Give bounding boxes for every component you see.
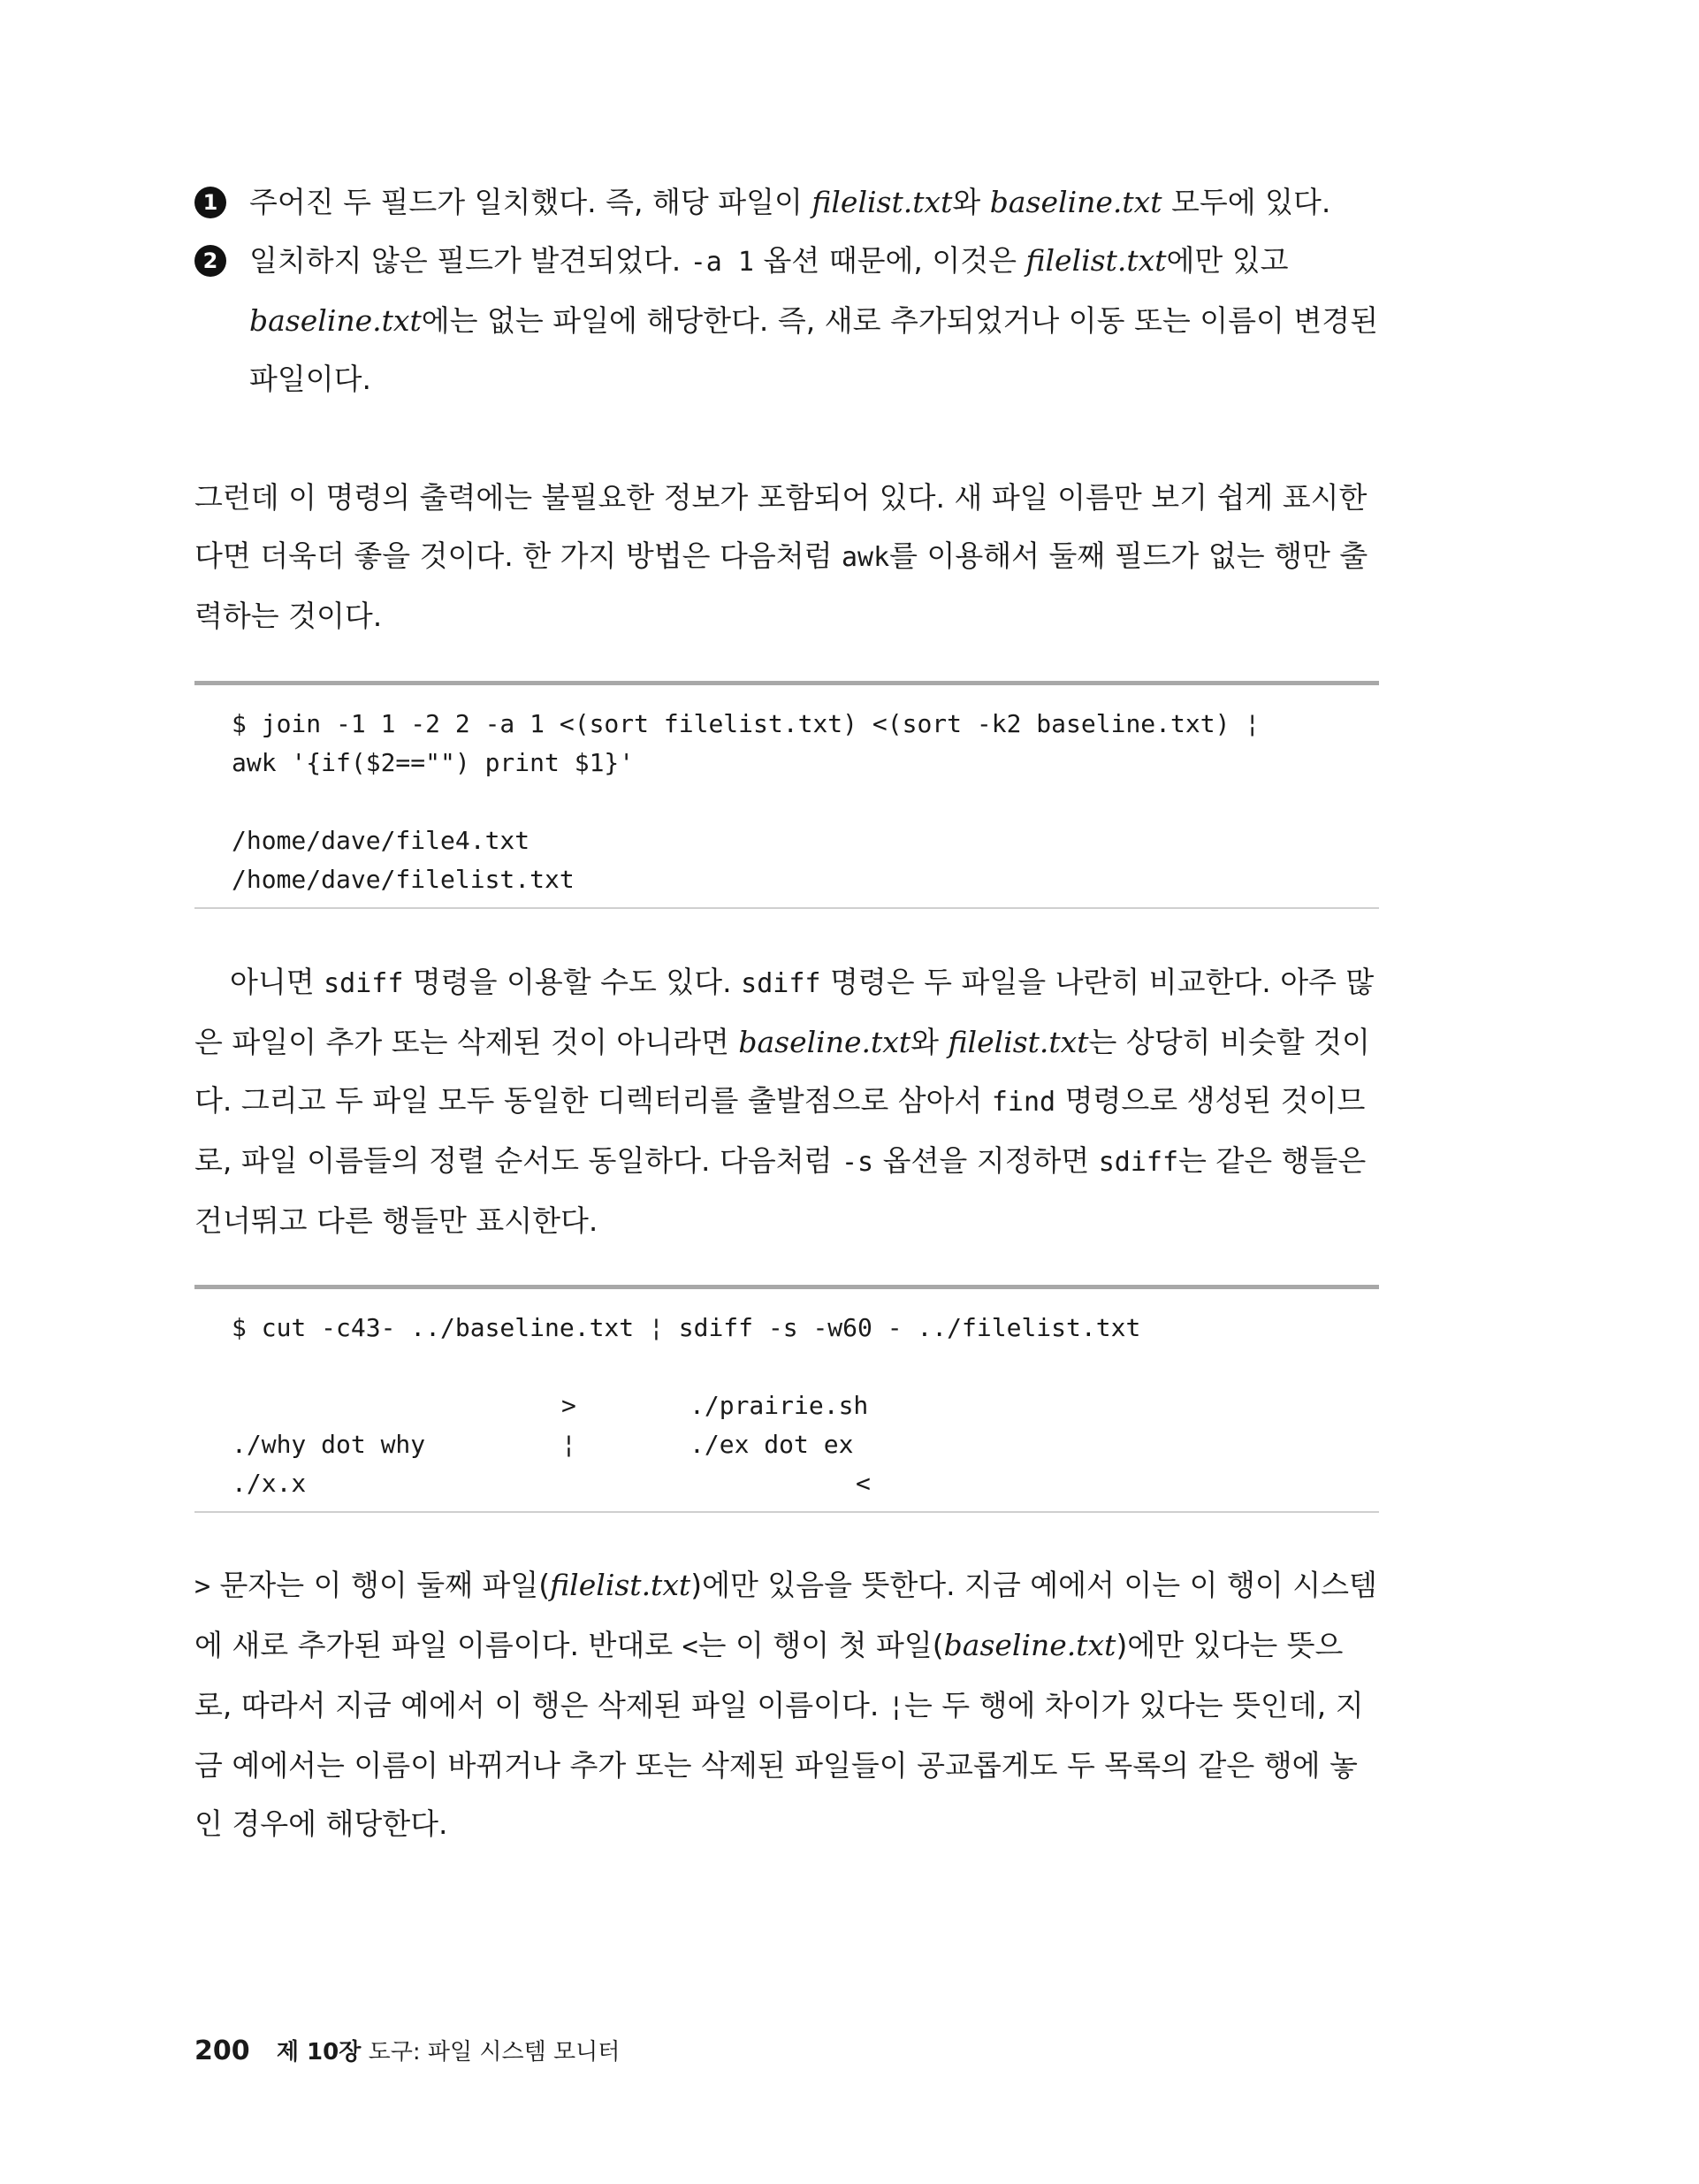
diff-marker: < <box>856 1469 871 1498</box>
code-block-sdiff <box>194 1285 1379 1513</box>
inline-code: sdiff <box>1098 1147 1179 1178</box>
code-block-join <box>194 681 1379 909</box>
diff-right: ./prairie.sh <box>690 1391 869 1420</box>
paragraph-3: > 문자는 이 행이 둘째 파일(filelist.txt)에만 있음을 뜻한다. 지금 예에서 이는 이 행이 시스템에 새로 추가된 파일 이름이다. 반대로 <는 이 행이 첫 파일(baseline.txt)에만 있다는 뜻으로, 따라서 지금 예에서 이 행은 삭제된 파일 이름이다. ¦는 두 행에 차이가 있다는 뜻인데, 지금 예에서는 이름이 바뀌거나 추가 또는 삭제된 파일들이 공교롭게도 두 목록의 같은 행에 놓인 경우에 해당한다. <box>194 1568 1377 1841</box>
filename: baseline.txt <box>249 303 422 338</box>
filename: filelist.txt <box>550 1568 691 1602</box>
number-2-icon: 2 <box>194 245 226 277</box>
filename: filelist.txt <box>948 1025 1089 1059</box>
diff-left: ./why dot why <box>232 1430 426 1459</box>
inline-code: < <box>682 1631 698 1662</box>
diff-left: ./x.x <box>232 1469 307 1498</box>
list-item-2: 2 일치하지 않은 필드가 발견되었다. -a 1 옵션 때문에, 이것은 filelist.txt에만 있고 baseline.txt에는 없는 파일에 해당한다. 즉, 새로 추가되었거나 이동 또는 이름이 변경된 파일이다. <box>194 232 1379 409</box>
option-code: -a 1 <box>690 247 754 278</box>
diff-right: ./ex dot ex <box>690 1430 854 1459</box>
inline-code: ¦ <box>888 1691 904 1722</box>
code-line: /home/dave/filelist.txt <box>232 865 575 894</box>
filename: baseline.txt <box>738 1025 911 1059</box>
code-line: $ join -1 1 -2 2 -a 1 <(sort filelist.txt) <(sort -k2 baseline.txt) ¦ <box>232 709 1261 738</box>
code-line: awk '{if($2=="") print $1}' <box>232 748 635 777</box>
page-footer <box>194 2034 620 2066</box>
page-number: 200 <box>194 2035 250 2066</box>
list-item-1: 1 주어진 두 필드가 일치했다. 즉, 해당 파일이 filelist.txt와 baseline.txt 모두에 있다. <box>194 173 1379 232</box>
inline-code: sdiff <box>324 968 404 999</box>
paragraph-1: 그런데 이 명령의 출력에는 불필요한 정보가 포함되어 있다. 새 파일 이름만 보기 쉽게 표시한다면 더욱더 좋을 것이다. 한 가지 방법은 다음처럼 awk를 이용해서 둘째 필드가 없는 행만 출력하는 것이다. <box>194 480 1368 633</box>
filename: filelist.txt <box>811 185 953 219</box>
numbered-list <box>194 173 1379 409</box>
diff-marker: > <box>561 1391 576 1420</box>
inline-code: awk <box>841 542 890 573</box>
inline-code: find <box>991 1087 1056 1118</box>
code-line: /home/dave/file4.txt <box>232 826 530 855</box>
inline-code: sdiff <box>741 968 821 999</box>
inline-code: -s <box>841 1147 874 1178</box>
filename: filelist.txt <box>1025 243 1167 278</box>
chapter-title: 도구: 파일 시스템 모니터 <box>368 2039 621 2066</box>
paragraph-2: 아니면 sdiff 명령을 이용할 수도 있다. sdiff 명령은 두 파일을 나란히 비교한다. 아주 많은 파일이 추가 또는 삭제된 것이 아니라면 baseline.txt와 filelist.txt는 상당히 비슷할 것이다. 그리고 두 파일 모두 동일한 디렉터리를 출발점으로 삼아서 find 명령으로 생성된 것이므로, 파일 이름들의 정렬 순서도 동일하다. 다음처럼 -s 옵션을 지정하면 sdiff는 같은 행들은 건너뛰고 다른 행들만 표시한다. <box>194 965 1375 1238</box>
inline-code: > <box>194 1571 211 1602</box>
diff-marker: ¦ <box>561 1430 576 1459</box>
code-command: $ cut -c43- ../baseline.txt ¦ sdiff -s -w60 - ../filelist.txt <box>232 1313 1141 1342</box>
filename: baseline.txt <box>989 185 1162 219</box>
code-line <box>194 783 1379 821</box>
chapter-label: 제 10장 <box>276 2039 362 2066</box>
number-1-icon: 1 <box>194 187 226 218</box>
filename: baseline.txt <box>943 1628 1116 1662</box>
